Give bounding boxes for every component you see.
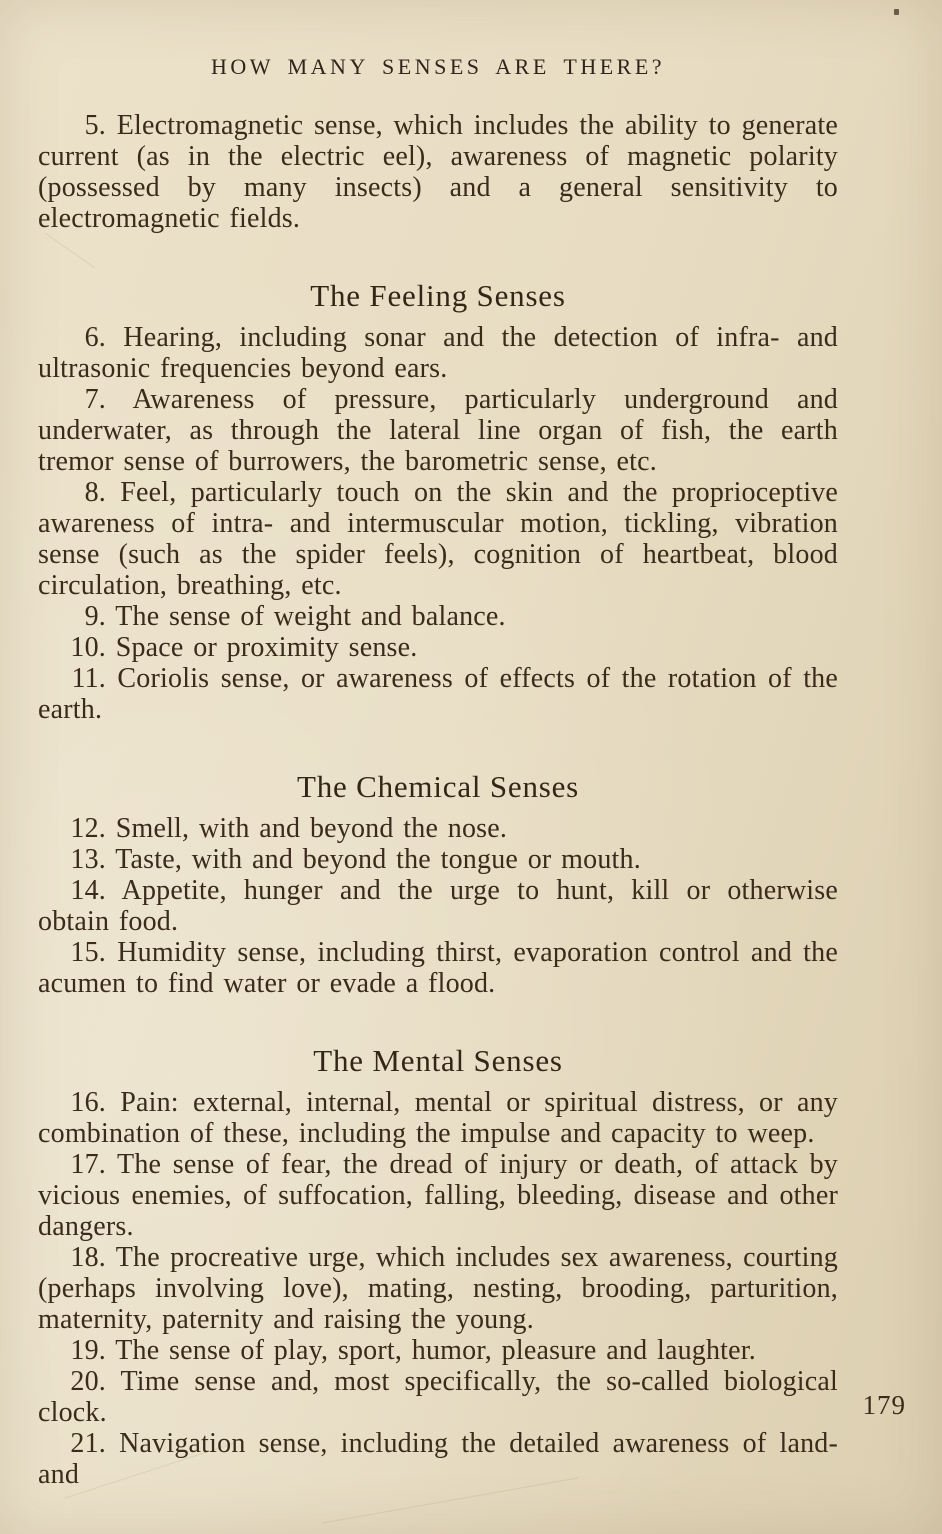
intro-paragraphs [38, 110, 838, 234]
section-the-chemical-senses [38, 769, 838, 999]
list-item-15: 15. Humidity sense, including thirst, evaporation control and the acumen to find water or evade a flood. [38, 937, 838, 999]
running-head: HOW MANY SENSES ARE THERE? [210, 54, 666, 79]
list-item-18: 18. The procreative urge, which includes sex awareness, courting (perhaps involving love), mating, nesting, brooding, parturition, maternity, paternity and raising the young. [38, 1242, 838, 1335]
page-number: 179 [862, 1390, 906, 1420]
list-item-8: 8. Feel, particularly touch on the skin and the proprioceptive awareness of intra- and intermuscular motion, tickling, vibration sense (such as the spider feels), cognition of heartbeat, blood circulation, breathing, etc. [38, 477, 838, 601]
item-number: 6. [84, 322, 106, 353]
item-number: 18. [70, 1242, 106, 1273]
list-item-7: 7. Awareness of pressure, particularly underground and underwater, as through the lateral line organ of fish, the earth tremor sense of burrowers, the barometric sense, etc. [38, 384, 838, 477]
section-the-feeling-senses [38, 278, 838, 725]
item-number: 19. [70, 1335, 106, 1366]
item-number: 17. [70, 1149, 106, 1180]
list-item-6: 6. Hearing, including sonar and the detection of infra- and ultrasonic frequencies beyond ears. [38, 322, 838, 384]
item-number: 15. [70, 937, 106, 968]
item-number: 21. [70, 1428, 106, 1459]
item-number: 14. [70, 875, 106, 906]
item-number: 16. [70, 1087, 106, 1118]
item-number: 13. [70, 844, 106, 875]
item-number: 10. [70, 632, 106, 663]
item-number: 12. [70, 813, 106, 844]
list-item-21: 21. Navigation sense, including the detailed awareness of land- and [38, 1428, 838, 1490]
list-item-13: 13. Taste, with and beyond the tongue or mouth. [38, 844, 838, 875]
item-number: 20. [70, 1366, 106, 1397]
sections-container [38, 278, 838, 1490]
section-items [38, 322, 838, 725]
item-number: 5. [84, 110, 106, 141]
paper-speck [894, 9, 899, 15]
list-item-19: 19. The sense of play, sport, humor, pleasure and laughter. [38, 1335, 838, 1366]
item-number: 11. [71, 663, 106, 694]
section-the-mental-senses [38, 1043, 838, 1490]
text-block [38, 0, 838, 1490]
list-item-14: 14. Appetite, hunger and the urge to hunt, kill or otherwise obtain food. [38, 875, 838, 937]
list-item-9: 9. The sense of weight and balance. [38, 601, 838, 632]
item-number: 8. [84, 477, 106, 508]
list-item-11: 11. Coriolis sense, or awareness of effects of the rotation of the earth. [38, 663, 838, 725]
item-number: 7. [84, 384, 106, 415]
section-items [38, 813, 838, 999]
list-item-12: 12. Smell, with and beyond the nose. [38, 813, 838, 844]
section-heading: The Feeling Senses [310, 278, 566, 313]
section-heading: The Chemical Senses [296, 769, 580, 804]
list-item-10: 10. Space or proximity sense. [38, 632, 838, 663]
list-item-5: 5. Electromagnetic sense, which includes the ability to generate current (as in the electric eel), awareness of magnetic polarity (possessed by many insects) and a general sensitivity to electromagnetic fields. [38, 110, 838, 234]
list-item-17: 17. The sense of fear, the dread of injury or death, of attack by vicious enemies, of suffocation, falling, bleeding, disease and other dangers. [38, 1149, 838, 1242]
section-heading: The Mental Senses [313, 1043, 563, 1078]
section-items [38, 1087, 838, 1490]
list-item-20: 20. Time sense and, most specifically, the so-called biological clock. [38, 1366, 838, 1428]
item-number: 9. [84, 601, 106, 632]
list-item-16: 16. Pain: external, internal, mental or spiritual distress, or any combination of these, including the impulse and capacity to weep. [38, 1087, 838, 1149]
